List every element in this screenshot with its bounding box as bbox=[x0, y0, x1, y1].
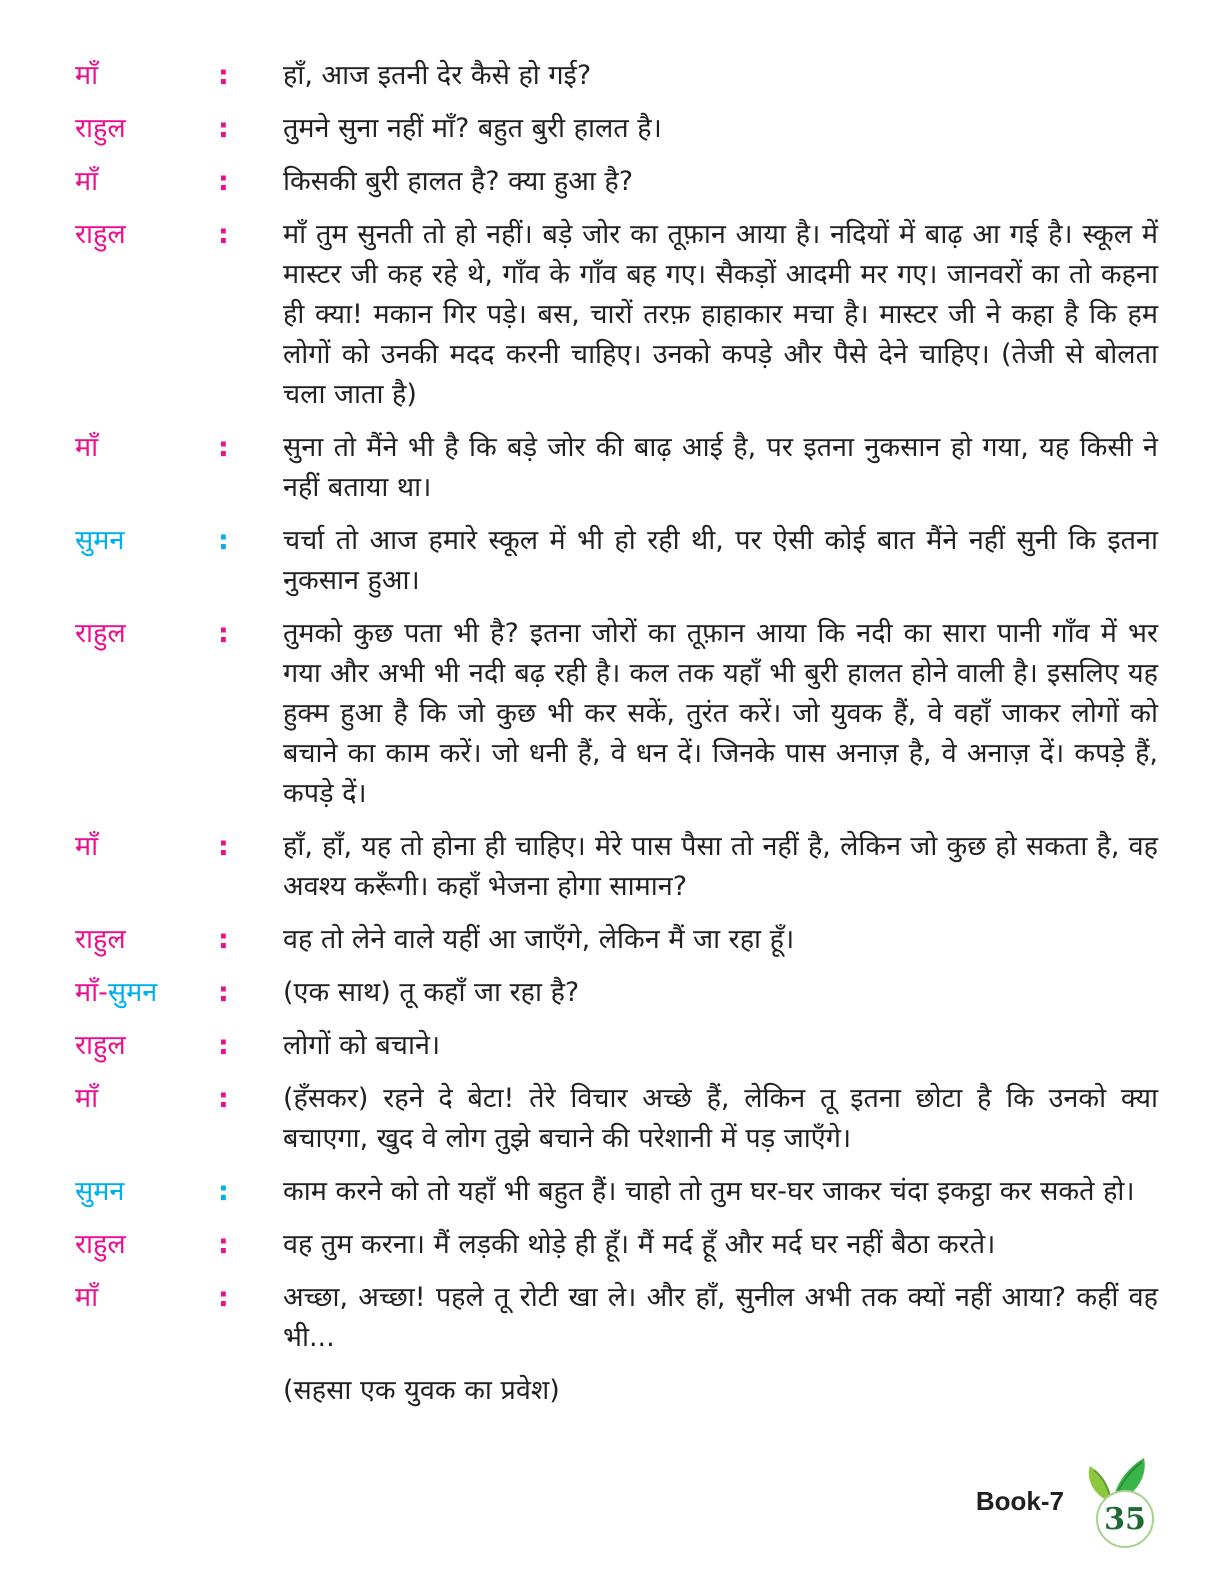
speaker-name-part: सुमन bbox=[75, 525, 125, 556]
speaker-colon: : bbox=[218, 525, 229, 556]
dialogue-text: (हँसकर) रहने दे बेटा! तेरे विचार अच्छे हैं, लेकिन तू इतना छोटा है कि उनको क्या बचाएगा, खुद वे लोग तुझे बचाने की परेशानी में पड़ जाएँगे। bbox=[283, 1083, 1158, 1154]
dialogue-text: काम करने को तो यहाँ भी बहुत हैं। चाहो तो तुम घर-घर जाकर चंदा इकट्ठा कर सकते हो। bbox=[283, 1176, 1135, 1207]
speaker-colon: : bbox=[218, 1229, 229, 1260]
speaker-colon: : bbox=[218, 166, 229, 197]
speaker-name-part: माँ bbox=[75, 166, 99, 197]
dialogue-text: वह तो लेने वाले यहीं आ जाएँगे, लेकिन मैं जा रहा हूँ। bbox=[283, 924, 795, 955]
speaker-name-part: सुमन bbox=[107, 977, 158, 1008]
dialogue-text: माँ तुम सुनती तो हो नहीं। बड़े जोर का तूफ़ान आया है। नदियों में बाढ़ आ गई है। स्कूल में मास्टर जी कह रहे थे, गाँव के गाँव बह गए। सैकड़ों आदमी मर गए। जानवरों का तो कहना ही क्या! मकान गिर पड़े। बस, चारों तरफ़ हाहाकार मचा है। मास्टर जी ने कहा है कि हम लोगों को उनकी मदद करनी चाहिए। उनको कपड़े और पैसे देने चाहिए। (तेजी से बोलता चला जाता है) bbox=[283, 219, 1158, 410]
dialogue-text: तुमको कुछ पता भी है? इतना जोरों का तूफ़ान आया कि नदी का सारा पानी गाँव में भर गया और अभी भी नदी बढ़ रही है। कल तक यहाँ भी बुरी हालत होने वाली है। इसलिए यह हुक्म हुआ है कि जो कुछ भी कर सकें, तुरंत करें। जो युवक हैं, वे वहाँ जाकर लोगों को बचाने का काम करें। जो धनी हैं, वे धन दें। जिनके पास अनाज़ है, वे अनाज़ दें। कपड़े हैं, कपड़े दें। bbox=[283, 618, 1158, 809]
speaker-name-part: सुमन bbox=[75, 1176, 125, 1207]
speaker-name-part: राहुल bbox=[75, 113, 126, 144]
page-number-circle bbox=[1096, 1490, 1154, 1548]
dialogue-text: हाँ, हाँ, यह तो होना ही चाहिए। मेरे पास पैसा तो नहीं है, लेकिन जो कुछ हो सकता है, वह अवश्य करूँगी। कहाँ भेजना होगा सामान? bbox=[283, 831, 1158, 902]
speaker-name bbox=[75, 1225, 218, 1265]
speaker-name-part: राहुल bbox=[75, 219, 126, 250]
dialogue-row bbox=[75, 521, 1158, 601]
speaker-colon: : bbox=[218, 113, 229, 144]
dialogue-row bbox=[75, 614, 1158, 814]
speaker-colon: : bbox=[218, 219, 229, 250]
speaker-name-part: माँ bbox=[75, 1083, 99, 1114]
dialogue-row bbox=[75, 56, 1158, 96]
speaker-colon: : bbox=[218, 1282, 229, 1313]
speaker-name bbox=[75, 920, 218, 960]
book-label: Book-7 bbox=[975, 1485, 1064, 1516]
dialogue-text: (सहसा एक युवक का प्रवेश) bbox=[283, 1375, 560, 1406]
dialogue-text: किसकी बुरी हालत है? क्या हुआ है? bbox=[283, 166, 634, 197]
dialogue-row bbox=[75, 827, 1158, 907]
dialogue-text: सुना तो मैंने भी है कि बड़े जोर की बाढ़ आई है, पर इतना नुकसान हो गया, यह किसी ने नहीं बताया था। bbox=[283, 432, 1158, 503]
speaker-colon: : bbox=[218, 60, 229, 91]
speaker-name bbox=[75, 162, 218, 202]
page-footer bbox=[976, 1458, 1164, 1550]
speaker-name-part: माँ bbox=[75, 831, 99, 862]
speaker-name-part: राहुल bbox=[75, 1030, 126, 1061]
speaker-name-part: माँ bbox=[75, 60, 99, 91]
speaker-name-part: राहुल bbox=[75, 1229, 126, 1260]
page-number-badge bbox=[1078, 1458, 1164, 1550]
dialogue-row bbox=[75, 920, 1158, 960]
speaker-colon: : bbox=[218, 1176, 229, 1207]
dialogue-text: हाँ, आज इतनी देर कैसे हो गई? bbox=[283, 60, 592, 91]
dialogue-text: चर्चा तो आज हमारे स्कूल में भी हो रही थी, पर ऐसी कोई बात मैंने नहीं सुनी कि इतना नुकसान हुआ। bbox=[283, 525, 1158, 596]
dialogue-row bbox=[75, 162, 1158, 202]
dialogue-row bbox=[75, 1026, 1158, 1066]
dialogue-list bbox=[75, 56, 1158, 1411]
dialogue-row bbox=[75, 973, 1158, 1013]
speaker-colon: : bbox=[218, 618, 229, 649]
speaker-colon: : bbox=[218, 977, 229, 1008]
speaker-name-part: राहुल bbox=[75, 924, 126, 955]
dialogue-text: तुमने सुना नहीं माँ? बहुत बुरी हालत है। bbox=[283, 113, 662, 144]
speaker-name bbox=[75, 1278, 218, 1318]
dialogue-row bbox=[75, 109, 1158, 149]
dialogue-row bbox=[75, 1172, 1158, 1212]
speaker-name bbox=[75, 827, 218, 867]
speaker-name bbox=[75, 215, 218, 255]
dialogue-text: लोगों को बचाने। bbox=[283, 1030, 441, 1061]
page-number: 35 bbox=[1104, 1501, 1146, 1537]
speaker-name bbox=[75, 521, 218, 561]
dialogue-row bbox=[75, 215, 1158, 415]
speaker-name bbox=[75, 109, 218, 149]
dialogue-row bbox=[75, 1079, 1158, 1159]
speaker-name bbox=[75, 1026, 218, 1066]
speaker-name bbox=[75, 973, 218, 1013]
speaker-name-part: माँ- bbox=[75, 977, 108, 1008]
dialogue-row bbox=[75, 1371, 1158, 1411]
speaker-name bbox=[75, 428, 218, 468]
dialogue-text: वह तुम करना। मैं लड़की थोड़े ही हूँ। मैं मर्द हूँ और मर्द घर नहीं बैठा करते। bbox=[283, 1229, 996, 1260]
speaker-name-part: माँ bbox=[75, 432, 99, 463]
speaker-name bbox=[75, 1079, 218, 1119]
dialogue-text: अच्छा, अच्छा! पहले तू रोटी खा ले। और हाँ, सुनील अभी तक क्यों नहीं आया? कहीं वह भी... bbox=[283, 1282, 1158, 1353]
speaker-colon: : bbox=[218, 1083, 229, 1114]
speaker-name bbox=[75, 1172, 218, 1212]
dialogue-row bbox=[75, 1225, 1158, 1265]
speaker-colon: : bbox=[218, 432, 229, 463]
dialogue-text: (एक साथ) तू कहाँ जा रहा है? bbox=[283, 977, 580, 1008]
speaker-name-part: माँ bbox=[75, 1282, 99, 1313]
speaker-colon: : bbox=[218, 831, 229, 862]
speaker-colon: : bbox=[218, 1030, 229, 1061]
dialogue-row bbox=[75, 1278, 1158, 1358]
speaker-name bbox=[75, 56, 218, 96]
speaker-name bbox=[75, 614, 218, 654]
speaker-colon: : bbox=[218, 924, 229, 955]
speaker-name-part: राहुल bbox=[75, 618, 126, 649]
dialogue-row bbox=[75, 428, 1158, 508]
